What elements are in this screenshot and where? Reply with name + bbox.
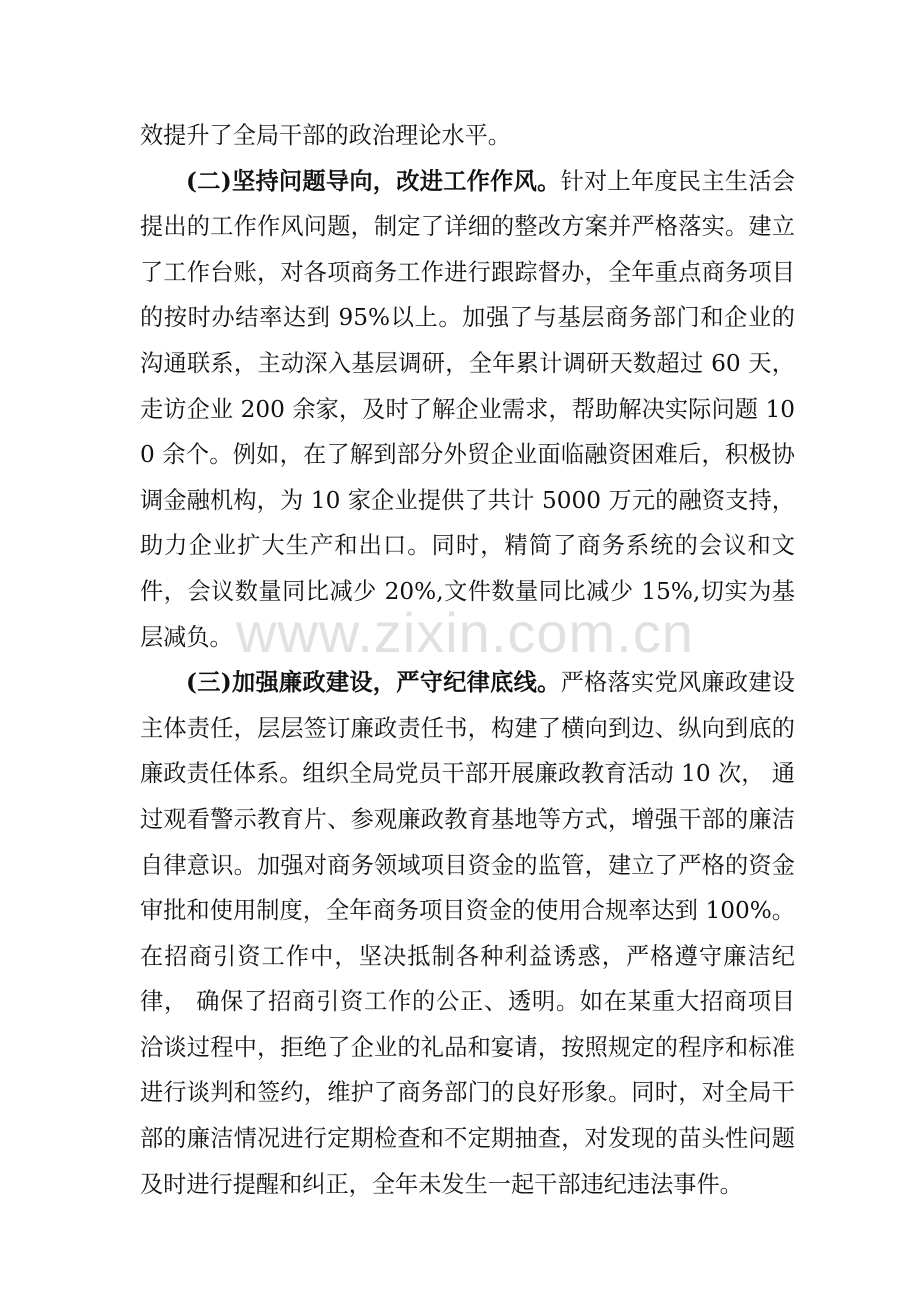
document-page	[140, 113, 795, 1207]
paragraph-intro	[140, 113, 795, 159]
section-heading-work-style: (二)坚持问题导向，改进工作作风。	[186, 167, 561, 195]
paragraph-work-style-body: 针对上年度民主生活会提出的工作作风问题，制定了详细的整改方案并严格落实。建立了工作台账，对各项商务工作进行跟踪督办，全年重点商务项目的按时办结率达到 95%以上。加强了与基层商务部门和企业的沟通联系，主动深入基层调研，全年累计调研天数超过 60 天， 走访企业 200 余家，及时了解企业需求，帮助解决实际问题 100 余个。例如，在了解到部分外贸企业面临融资困难后，积极协调金融机构，为 10 家企业提供了共计 5000 万元的融资支持，助力企业扩大生产和出口。同时，精简了商务系统的会议和文件，会议数量同比减少 20%,文件数量同比减少 15%,切实为基层减负。	[140, 167, 795, 651]
watermark: www.zixin.com.cn	[236, 601, 694, 664]
section-heading-integrity: (三)加强廉政建设，严守纪律底线。	[186, 669, 561, 697]
paragraph-integrity-body: 严格落实党风廉政建设主体责任，层层签订廉政责任书，构建了横向到边、纵向到底的廉政责任体系。组织全局党员干部开展廉政教育活动 10 次， 通过观看警示教育片、参观廉政教育基地等方式，增强干部的廉洁自律意识。加强对商务领域项目资金的监管，建立了严格的资金审批和使用制度，全年商务项目资金的使用合规率达到 100%。 在招商引资工作中，坚决抵制各种利益诱惑，严格遵守廉洁纪律， 确保了招商引资工作的公正、透明。如在某重大招商项目洽谈过程中，拒绝了企业的礼品和宴请，按照规定的程序和标准进行谈判和签约，维护了商务部门的良好形象。同时，对全局干部的廉洁情况进行定期检查和不定期抽查，对发现的苗头性问题及时进行提醒和纠正，全年未发生一起干部违纪违法事件。	[140, 669, 795, 1198]
paragraph-integrity	[140, 660, 795, 1207]
paragraph-intro-body: 效提升了全局干部的政治理论水平。	[140, 122, 511, 149]
paragraph-work-style	[140, 159, 795, 661]
